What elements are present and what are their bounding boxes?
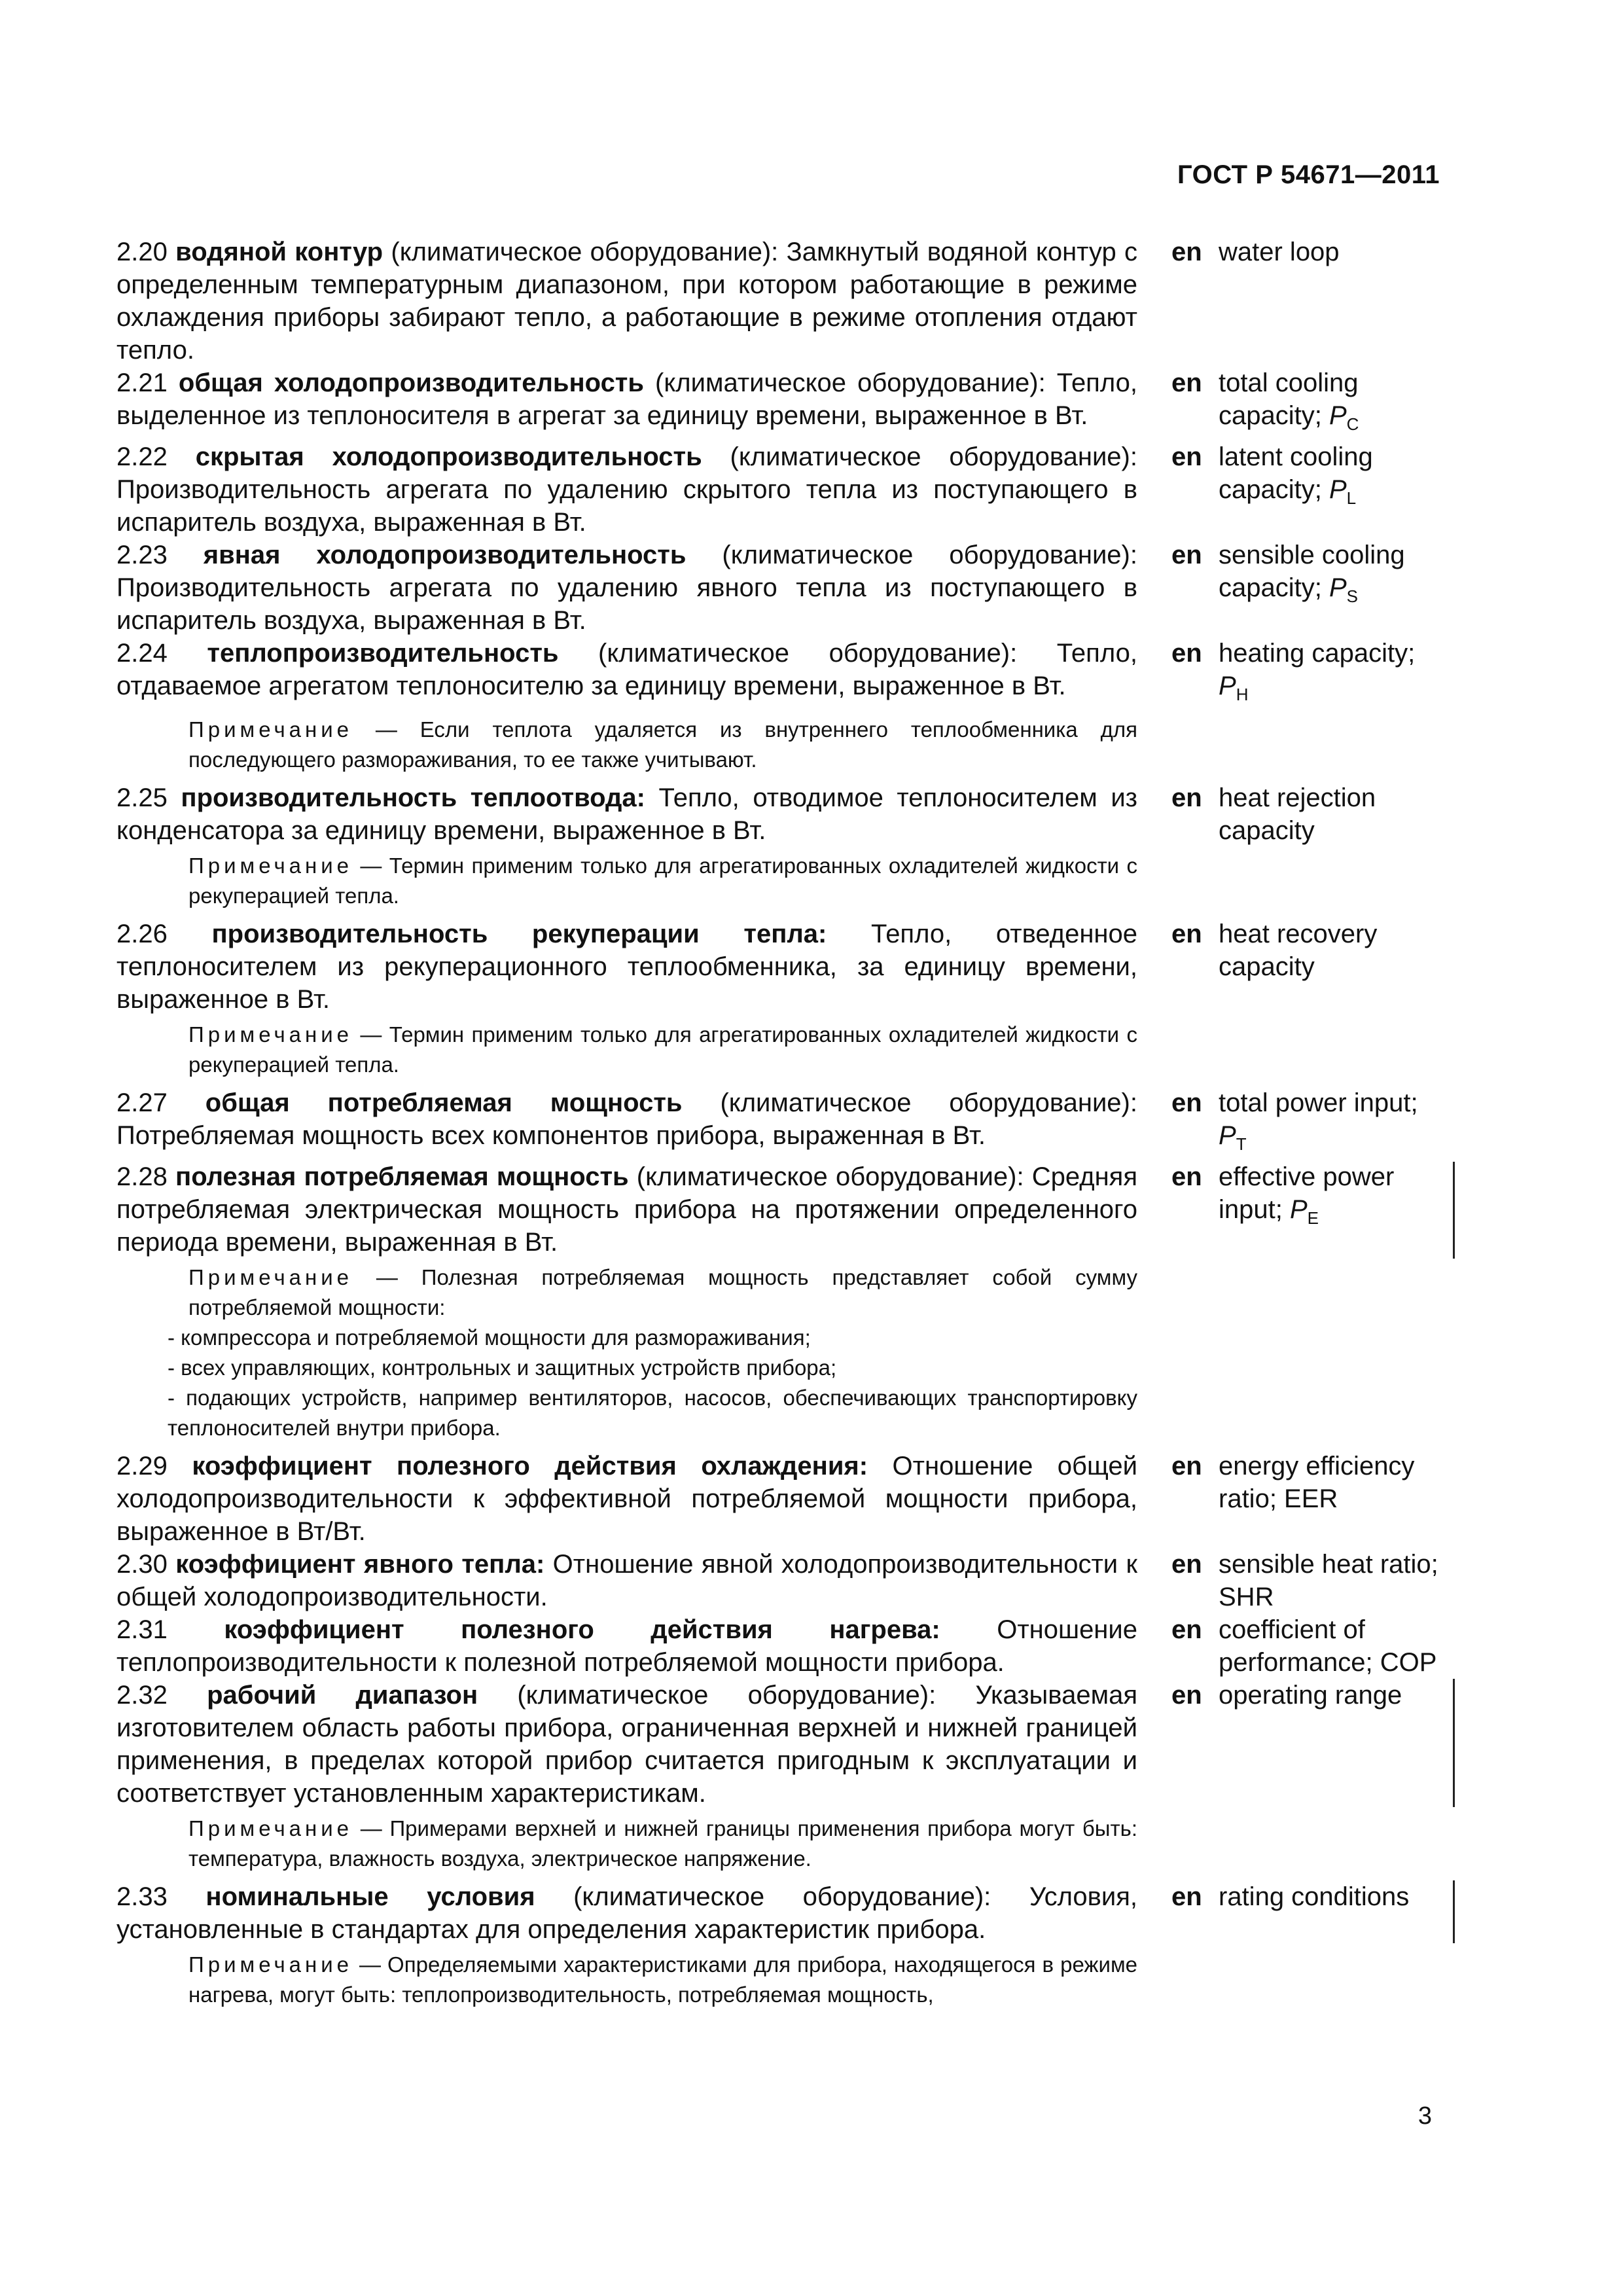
note-text: — Примерами верхней и нижней границы применения прибора могут быть: температура, влажность воздуха, электрическое напряжение. xyxy=(188,1816,1137,1871)
page-number: 3 xyxy=(1418,2102,1432,2130)
term-name: производительность рекуперации тепла: xyxy=(211,920,827,948)
english-equivalent xyxy=(1171,918,1446,1016)
change-bar xyxy=(1453,1162,1455,1259)
term-name: производительность теплоотвода: xyxy=(181,783,645,812)
term-name: общая потребляемая мощность xyxy=(205,1088,683,1117)
language-tag: en xyxy=(1171,442,1202,471)
english-equivalent xyxy=(1171,236,1446,367)
term-text: (климатическое оборудование): Производительность агрегата по удалению явного тепла из поступающего в испаритель воздуха, выраженная в Вт. xyxy=(116,541,1137,635)
english-term: rating conditions xyxy=(1219,1882,1410,1911)
term-name: скрытая холодопроизводительность xyxy=(195,442,702,471)
english-equivalent xyxy=(1171,637,1446,711)
english-term: total cooling capacity; xyxy=(1219,368,1359,430)
term-text: (климатическое оборудование): Средняя потребляемая электрическая мощность прибора на протяжении определенного периода времени, выраженная в Вт. xyxy=(116,1162,1137,1257)
quantity-symbol: $P_H$ xyxy=(1219,672,1249,704)
note-label: Примечание xyxy=(188,853,353,878)
term-name: полезная потребляемая мощность xyxy=(175,1162,629,1191)
standard-designation: ГОСТ Р 54671—2011 xyxy=(1177,160,1440,189)
term-text: (климатическое оборудование): Производительность агрегата по удалению скрытого тепла из поступающего в испаритель воздуха, выраженная в Вт. xyxy=(116,442,1137,537)
english-term: heat rejection capacity xyxy=(1219,783,1376,845)
note-label: Примечание xyxy=(188,1952,353,1977)
note-text: — Термин применим только для агрегатированных охладителей жидкости с рекуперацией тепла. xyxy=(188,1022,1137,1077)
term-text: (климатическое оборудование): Замкнутый водяной контур с определенным температурным диапазоном, при котором работающие в режиме охлаждения приборы забирают тепло, а работающие в режиме отопления отдают тепло. xyxy=(116,238,1137,365)
english-term: heating capacity; xyxy=(1219,639,1416,668)
term-definition xyxy=(116,1450,1137,1548)
language-tag: en xyxy=(1171,639,1202,668)
language-tag: en xyxy=(1171,1452,1202,1480)
change-bar xyxy=(1453,1679,1455,1807)
language-tag: en xyxy=(1171,783,1202,812)
note-label: Примечание xyxy=(188,1816,353,1840)
term-entry-2-33 xyxy=(116,1880,1458,1946)
english-equivalent xyxy=(1171,367,1446,440)
term-entry-2-27 xyxy=(116,1086,1458,1160)
language-tag: en xyxy=(1171,1882,1202,1911)
term-entry-2-31 xyxy=(116,1613,1458,1679)
term-definition xyxy=(116,918,1137,1016)
term-number: 2.32 xyxy=(116,1681,168,1710)
term-definition xyxy=(116,367,1137,440)
term-text: (климатическое оборудование): Указываемая изготовителем область работы прибора, ограниченная верхней и нижней границей применения, в пределах которой прибор считается пригодным к эксплуатации и соответствует установленным характеристикам. xyxy=(116,1681,1137,1808)
term-entry-2-24 xyxy=(116,637,1458,711)
language-tag: en xyxy=(1171,1615,1202,1644)
language-tag: en xyxy=(1171,920,1202,948)
term-text: Тепло, отводимое теплоносителем из конденсатора за единицу времени, выраженное в Вт. xyxy=(116,783,1137,845)
term-entry-2-23 xyxy=(116,539,1458,637)
term-entry-2-22 xyxy=(116,440,1458,539)
note-list-item: - подающих устройств, например вентиляторов, насосов, обеспечивающих транспортировку теплоносителей внутри прибора. xyxy=(168,1386,1137,1440)
english-term: heat recovery capacity xyxy=(1219,920,1378,981)
term-number: 2.26 xyxy=(116,920,168,948)
language-tag: en xyxy=(1171,1550,1202,1579)
term-number: 2.23 xyxy=(116,541,168,569)
term-number: 2.25 xyxy=(116,783,168,812)
quantity-symbol: $P_E$ xyxy=(1289,1195,1319,1228)
term-entry-2-30 xyxy=(116,1548,1458,1613)
term-number: 2.21 xyxy=(116,368,168,397)
english-term: energy efficiency ratio; EER xyxy=(1219,1452,1415,1513)
term-name: явная холодопроизводительность xyxy=(203,541,687,569)
english-equivalent xyxy=(1171,1880,1446,1946)
term-name: рабочий диапазон xyxy=(207,1681,478,1710)
term-number: 2.20 xyxy=(116,238,168,266)
term-name: водяной контур xyxy=(175,238,383,266)
term-definition xyxy=(116,440,1137,539)
term-name: коэффициент полезного действия охлаждения: xyxy=(192,1452,868,1480)
term-text: (климатическое оборудование): Условия, установленные в стандартах для определения характеристик прибора. xyxy=(116,1882,1137,1944)
note-label: Примечание xyxy=(188,1022,353,1047)
english-term: sensible cooling capacity; xyxy=(1219,541,1405,602)
term-definition xyxy=(116,1880,1137,1946)
term-number: 2.29 xyxy=(116,1452,168,1480)
term-definition xyxy=(116,1086,1137,1160)
english-term: operating range xyxy=(1219,1681,1402,1710)
term-definition xyxy=(116,1679,1137,1810)
change-bar xyxy=(1453,1880,1455,1943)
english-term: sensible heat ratio; SHR xyxy=(1219,1550,1438,1611)
quantity-symbol: $P_S$ xyxy=(1329,573,1358,606)
term-name: номинальные условия xyxy=(205,1882,535,1911)
english-equivalent xyxy=(1171,781,1446,847)
term-definition xyxy=(116,1160,1137,1259)
term-text: Отношение явной холодопроизводительности к общей холодопроизводительности. xyxy=(116,1550,1137,1611)
english-equivalent xyxy=(1171,1160,1446,1259)
english-equivalent xyxy=(1171,539,1446,637)
terms-list xyxy=(116,236,1458,2017)
english-equivalent xyxy=(1171,1450,1446,1548)
term-text: (климатическое оборудование): Тепло, отдаваемое агрегатом теплоносителю за единицу времени, выраженное в Вт. xyxy=(116,639,1137,700)
term-entry-2-20 xyxy=(116,236,1458,367)
note-2-28 xyxy=(116,1263,1137,1443)
note-2-32 xyxy=(116,1814,1137,1874)
term-definition xyxy=(116,781,1137,847)
english-term: total power input; xyxy=(1219,1088,1418,1117)
term-definition xyxy=(116,1613,1137,1679)
term-name: коэффициент полезного действия нагрева: xyxy=(224,1615,940,1644)
note-label: Примечание xyxy=(188,1265,353,1289)
quantity-symbol: $P_T$ xyxy=(1219,1121,1247,1154)
english-equivalent xyxy=(1171,1086,1446,1160)
term-number: 2.31 xyxy=(116,1615,168,1644)
note-text: — Термин применим только для агрегатированных охладителей жидкости с рекуперацией тепла. xyxy=(188,853,1137,908)
note-2-25 xyxy=(116,851,1137,911)
term-text: (климатическое оборудование): Потребляемая мощность всех компонентов прибора, выраженная в Вт. xyxy=(116,1088,1137,1150)
language-tag: en xyxy=(1171,1162,1202,1191)
english-term: effective power input; xyxy=(1219,1162,1395,1224)
term-text: Тепло, отведенное теплоносителем из рекуперационного теплообменника, за единицу времени, выраженное в Вт. xyxy=(116,920,1137,1014)
note-list-item: - компрессора и потребляемой мощности для размораживания; xyxy=(168,1325,811,1350)
english-term: coefficient of performance; COP xyxy=(1219,1615,1437,1677)
term-definition xyxy=(116,236,1137,367)
english-equivalent xyxy=(1171,440,1446,539)
term-entry-2-25 xyxy=(116,781,1458,847)
english-equivalent xyxy=(1171,1613,1446,1679)
note-label: Примечание xyxy=(188,717,353,742)
quantity-symbol: $P_L$ xyxy=(1329,475,1357,508)
language-tag: en xyxy=(1171,1088,1202,1117)
term-definition xyxy=(116,637,1137,711)
note-2-33 xyxy=(116,1950,1137,2010)
english-equivalent xyxy=(1171,1679,1446,1810)
language-tag: en xyxy=(1171,368,1202,397)
term-entry-2-28 xyxy=(116,1160,1458,1259)
english-term: water loop xyxy=(1219,238,1340,266)
english-term: latent cooling capacity; xyxy=(1219,442,1373,504)
term-entry-2-21 xyxy=(116,367,1458,440)
note-list-item: - всех управляющих, контрольных и защитных устройств прибора; xyxy=(168,1355,837,1380)
term-name: коэффициент явного тепла: xyxy=(175,1550,545,1579)
term-entry-2-29 xyxy=(116,1450,1458,1548)
note-2-24 xyxy=(116,715,1137,775)
note-text: — Полезная потребляемая мощность представляет собой сумму потребляемой мощности: xyxy=(188,1265,1137,1319)
language-tag: en xyxy=(1171,541,1202,569)
language-tag: en xyxy=(1171,1681,1202,1710)
term-number: 2.22 xyxy=(116,442,168,471)
quantity-symbol: $P_C$ xyxy=(1329,401,1359,434)
term-entry-2-26 xyxy=(116,918,1458,1016)
note-2-26 xyxy=(116,1020,1137,1080)
term-number: 2.30 xyxy=(116,1550,168,1579)
term-definition xyxy=(116,1548,1137,1613)
term-number: 2.24 xyxy=(116,639,168,668)
term-text: Отношение общей холодопроизводительности к эффективной потребляемой мощности прибора, выраженное в Вт/Вт. xyxy=(116,1452,1137,1546)
term-name: общая холодопроизводительность xyxy=(178,368,644,397)
term-number: 2.27 xyxy=(116,1088,168,1117)
language-tag: en xyxy=(1171,238,1202,266)
term-entry-2-32 xyxy=(116,1679,1458,1810)
term-text: Отношение теплопроизводительности к полезной потребляемой мощности прибора. xyxy=(116,1615,1137,1677)
term-name: теплопроизводительность xyxy=(207,639,559,668)
note-text: — Если теплота удаляется из внутреннего теплообменника для последующего размораживания, то ее также учитывают. xyxy=(188,717,1137,772)
note-text: — Определяемыми характеристиками для прибора, находящегося в режиме нагрева, могут быть: теплопроизводительность, потребляемая мощность, xyxy=(188,1952,1137,2007)
term-definition xyxy=(116,539,1137,637)
term-number: 2.33 xyxy=(116,1882,168,1911)
english-equivalent xyxy=(1171,1548,1446,1613)
term-number: 2.28 xyxy=(116,1162,168,1191)
term-text: (климатическое оборудование): Тепло, выделенное из теплоносителя в агрегат за единицу времени, выраженное в Вт. xyxy=(116,368,1137,430)
